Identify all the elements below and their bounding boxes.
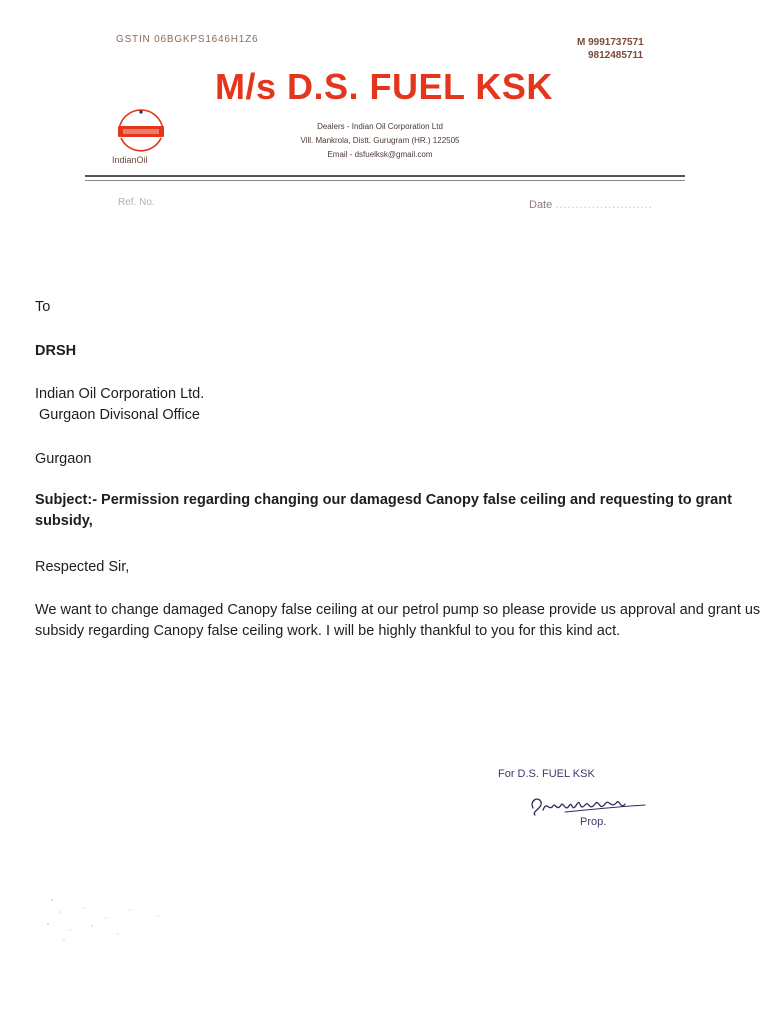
header-divider [85, 175, 685, 177]
to-line: To [35, 299, 51, 315]
recipient-city: Gurgaon [35, 451, 92, 467]
dealer-line: Dealers - Indian Oil Corporation Ltd [317, 122, 443, 131]
paper-speckles [40, 890, 170, 950]
date-blank: ........................ [555, 199, 653, 211]
letter-body: We want to change damaged Canopy false ceiling at our petrol pump so please provide us approval and grant us subsidy regarding Canopy false ceiling work. I will be highly thankful to you for this kind act. [35, 602, 761, 639]
address-line: Vill. Mankrola, Distt. Gurugram (HR.) 122505 [300, 136, 460, 145]
firm-name: M/s D.S. FUEL KSK [215, 66, 553, 107]
logo-label: IndianOil [112, 155, 148, 165]
salutation: Respected Sir, [35, 559, 130, 575]
stamp-firm-name: For D.S. FUEL KSK [498, 768, 595, 780]
recipient-address-1: Indian Oil Corporation Ltd. [35, 386, 205, 402]
email-line: Email - dsfuelksk@gmail.com [327, 150, 433, 159]
ref-no-label: Ref. No. [118, 197, 155, 208]
date-label: Date [529, 199, 553, 211]
header-divider-thin [85, 180, 685, 181]
gstin-number: GSTIN 06BGKPS1646H1Z6 [116, 34, 259, 45]
mobile-number-1: M 9991737571 [577, 37, 644, 48]
subject-line: Subject:- Permission regarding changing our damagesd Canopy false ceiling and requesting to grant subsidy, [35, 492, 732, 529]
recipient-address-2: Gurgaon Divisonal Office [39, 407, 200, 423]
indianoil-logo-icon [110, 104, 172, 160]
firm-contact-info [250, 120, 510, 162]
mobile-number-2: 9812485711 [588, 50, 644, 61]
signatory-designation: Prop. [580, 816, 607, 828]
mobile-numbers [577, 36, 644, 62]
date-field [529, 199, 653, 211]
recipient: DRSH [35, 343, 77, 359]
